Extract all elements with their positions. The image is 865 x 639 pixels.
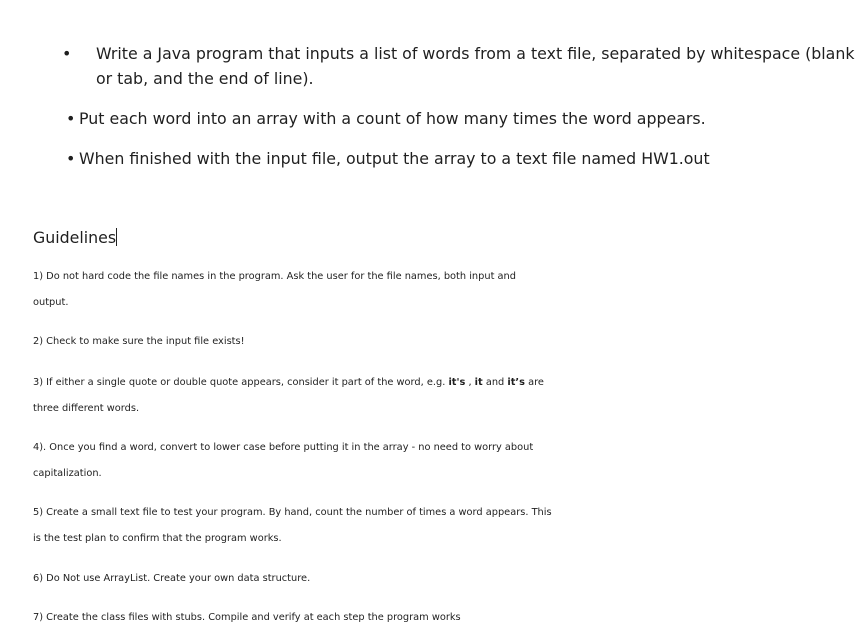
bullet-text-line: Write a Java program that inputs a list of words from a text file, separated by whitespace (blank [96, 44, 855, 63]
bullet-icon: • [66, 149, 76, 168]
guideline-line: 2) Check to make sure the input file exists! [33, 336, 245, 347]
separator-text: , [465, 377, 475, 388]
guideline-line: three different words. [33, 403, 140, 414]
bullet-text-line: Put each word into an array with a count of how many times the word appears. [79, 109, 706, 128]
guideline-line: 7) Create the class files with stubs. Compile and verify at each step the program works [33, 612, 461, 623]
bullet-item [66, 106, 706, 131]
example-word: it [474, 377, 483, 388]
example-word: it's [448, 377, 466, 388]
bullet-text-line: When finished with the input file, output the array to a text file named HW1.out [79, 149, 710, 168]
guideline-text: are [525, 377, 544, 388]
separator-text: and [482, 377, 508, 388]
guideline-line: is the test plan to confirm that the program works. [33, 533, 282, 544]
guidelines-heading-text: Guidelines [33, 228, 117, 247]
guideline-item [33, 435, 863, 487]
guideline-item [33, 500, 863, 552]
text-cursor [116, 228, 117, 246]
guideline-line: output. [33, 297, 69, 308]
guideline-line: 6) Do Not use ArrayList. Create your own data structure. [33, 573, 311, 584]
guideline-line: 1) Do not hard code the file names in the program. Ask the user for the file names, both input and [33, 271, 516, 282]
guideline-line: capitalization. [33, 468, 102, 479]
bullet-text-line: or tab, and the end of line). [96, 69, 314, 88]
example-word: it’s [507, 377, 525, 388]
bullet-item [62, 41, 855, 91]
guideline-item [33, 605, 863, 631]
guideline-item [33, 370, 863, 422]
guideline-line: 4). Once you find a word, convert to lower case before putting it in the array - no need to worry about [33, 442, 534, 453]
bullet-item [66, 146, 710, 171]
bullet-icon: • [62, 44, 72, 63]
guideline-text: 3) If either a single quote or double quote appears, consider it part of the word, e.g. [33, 377, 449, 388]
guideline-line: 5) Create a small text file to test your program. By hand, count the number of times a word appears. This [33, 507, 552, 518]
guideline-item [33, 566, 863, 592]
guideline-item [33, 329, 863, 355]
bullet-icon: • [66, 109, 76, 128]
guideline-item [33, 264, 863, 316]
guidelines-heading [33, 225, 863, 251]
guideline-line [33, 370, 863, 396]
